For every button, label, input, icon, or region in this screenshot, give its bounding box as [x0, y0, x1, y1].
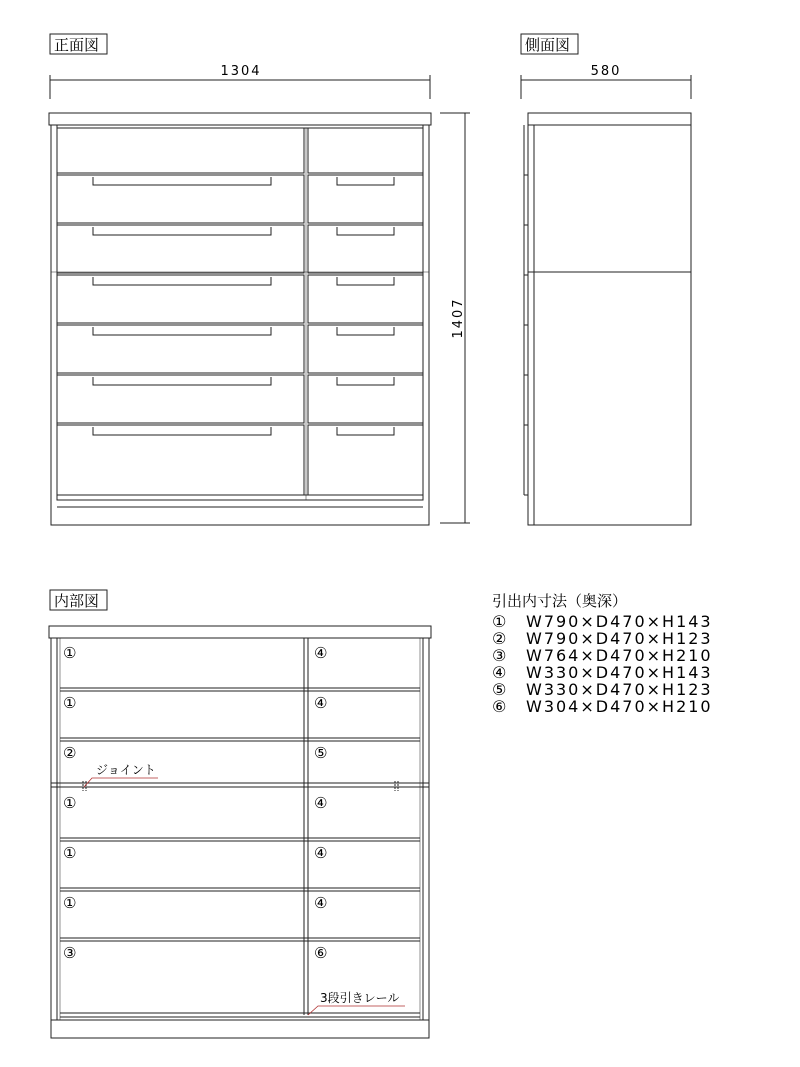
spec-size: W330×D470×H123	[526, 680, 713, 699]
drawer-handle	[337, 327, 394, 335]
side-body	[528, 125, 691, 525]
drawer-handle	[93, 377, 271, 385]
drawer-number-label: ④	[314, 794, 328, 812]
top-board	[49, 113, 431, 125]
front-view-title: 正面図	[54, 36, 100, 54]
drawer-number-label: ④	[314, 644, 328, 662]
drawer-front	[308, 275, 423, 323]
drawer-handle	[337, 177, 394, 185]
spec-number: ⑤	[492, 680, 509, 699]
drawer-dimensions-title: 引出内寸法（奥深）	[492, 592, 628, 610]
drawer-front	[308, 225, 423, 273]
drawer-number-label: ⑥	[314, 944, 328, 962]
rail-label: 3段引きレール	[320, 991, 400, 1005]
drawer-front	[57, 275, 304, 323]
spec-size: W790×D470×H143	[526, 612, 713, 631]
drawer-dimensions-list	[492, 592, 713, 716]
drawer-number-label: ④	[314, 694, 328, 712]
front-right-drawers	[308, 128, 423, 495]
front-left-drawers	[57, 128, 304, 495]
spec-number: ①	[492, 612, 509, 631]
spec-number: ②	[492, 629, 509, 648]
drawer-number-label: ①	[63, 844, 77, 862]
drawer-front	[308, 175, 423, 223]
side-top-board	[528, 113, 691, 125]
drawer-handle	[93, 277, 271, 285]
drawer-handle	[93, 227, 271, 235]
drawer-number-label: ⑤	[314, 744, 328, 762]
spec-size: W330×D470×H143	[526, 663, 713, 682]
drawer-number-label: ①	[63, 694, 77, 712]
side-view-title: 側面図	[525, 36, 571, 54]
drawer-handle	[337, 427, 394, 435]
rail-callout-line	[308, 1006, 405, 1015]
width-dimension-label: 1304	[220, 64, 262, 79]
drawer-front	[308, 375, 423, 423]
drawer-front	[57, 175, 304, 223]
drawer-number-label: ④	[314, 894, 328, 912]
front-view	[49, 34, 470, 525]
drawer-number-label: ④	[314, 844, 328, 862]
drawer-front	[308, 325, 423, 373]
interior-view	[49, 590, 431, 1038]
depth-dimension-label: 580	[590, 64, 622, 79]
interior-view-title: 内部図	[54, 592, 100, 610]
side-view	[521, 34, 691, 525]
joint-label: ジョイント	[96, 763, 156, 777]
spec-number: ④	[492, 663, 509, 682]
drawer-handle	[337, 277, 394, 285]
drawer-front	[57, 375, 304, 423]
drawer-front	[57, 225, 304, 273]
drawer-number-label: ①	[63, 894, 77, 912]
drawer-number-label: ③	[63, 944, 77, 962]
spec-size: W790×D470×H123	[526, 629, 713, 648]
drawer-front	[57, 128, 304, 173]
drawer-handle	[337, 377, 394, 385]
drawer-handle	[93, 427, 271, 435]
drawer-handle	[93, 327, 271, 335]
drawer-front	[308, 128, 423, 173]
spec-size: W304×D470×H210	[526, 697, 713, 716]
drawer-handle	[337, 227, 394, 235]
height-dimension-label: 1407	[451, 297, 466, 339]
drawer-number-label: ①	[63, 794, 77, 812]
spec-size: W764×D470×H210	[526, 646, 713, 665]
interior-top-board	[49, 626, 431, 638]
drawer-number-label: ②	[63, 744, 77, 762]
drawer-number-label: ①	[63, 644, 77, 662]
spec-number: ⑥	[492, 697, 509, 716]
spec-number: ③	[492, 646, 509, 665]
drawer-handle	[93, 177, 271, 185]
drawer-front	[57, 325, 304, 373]
